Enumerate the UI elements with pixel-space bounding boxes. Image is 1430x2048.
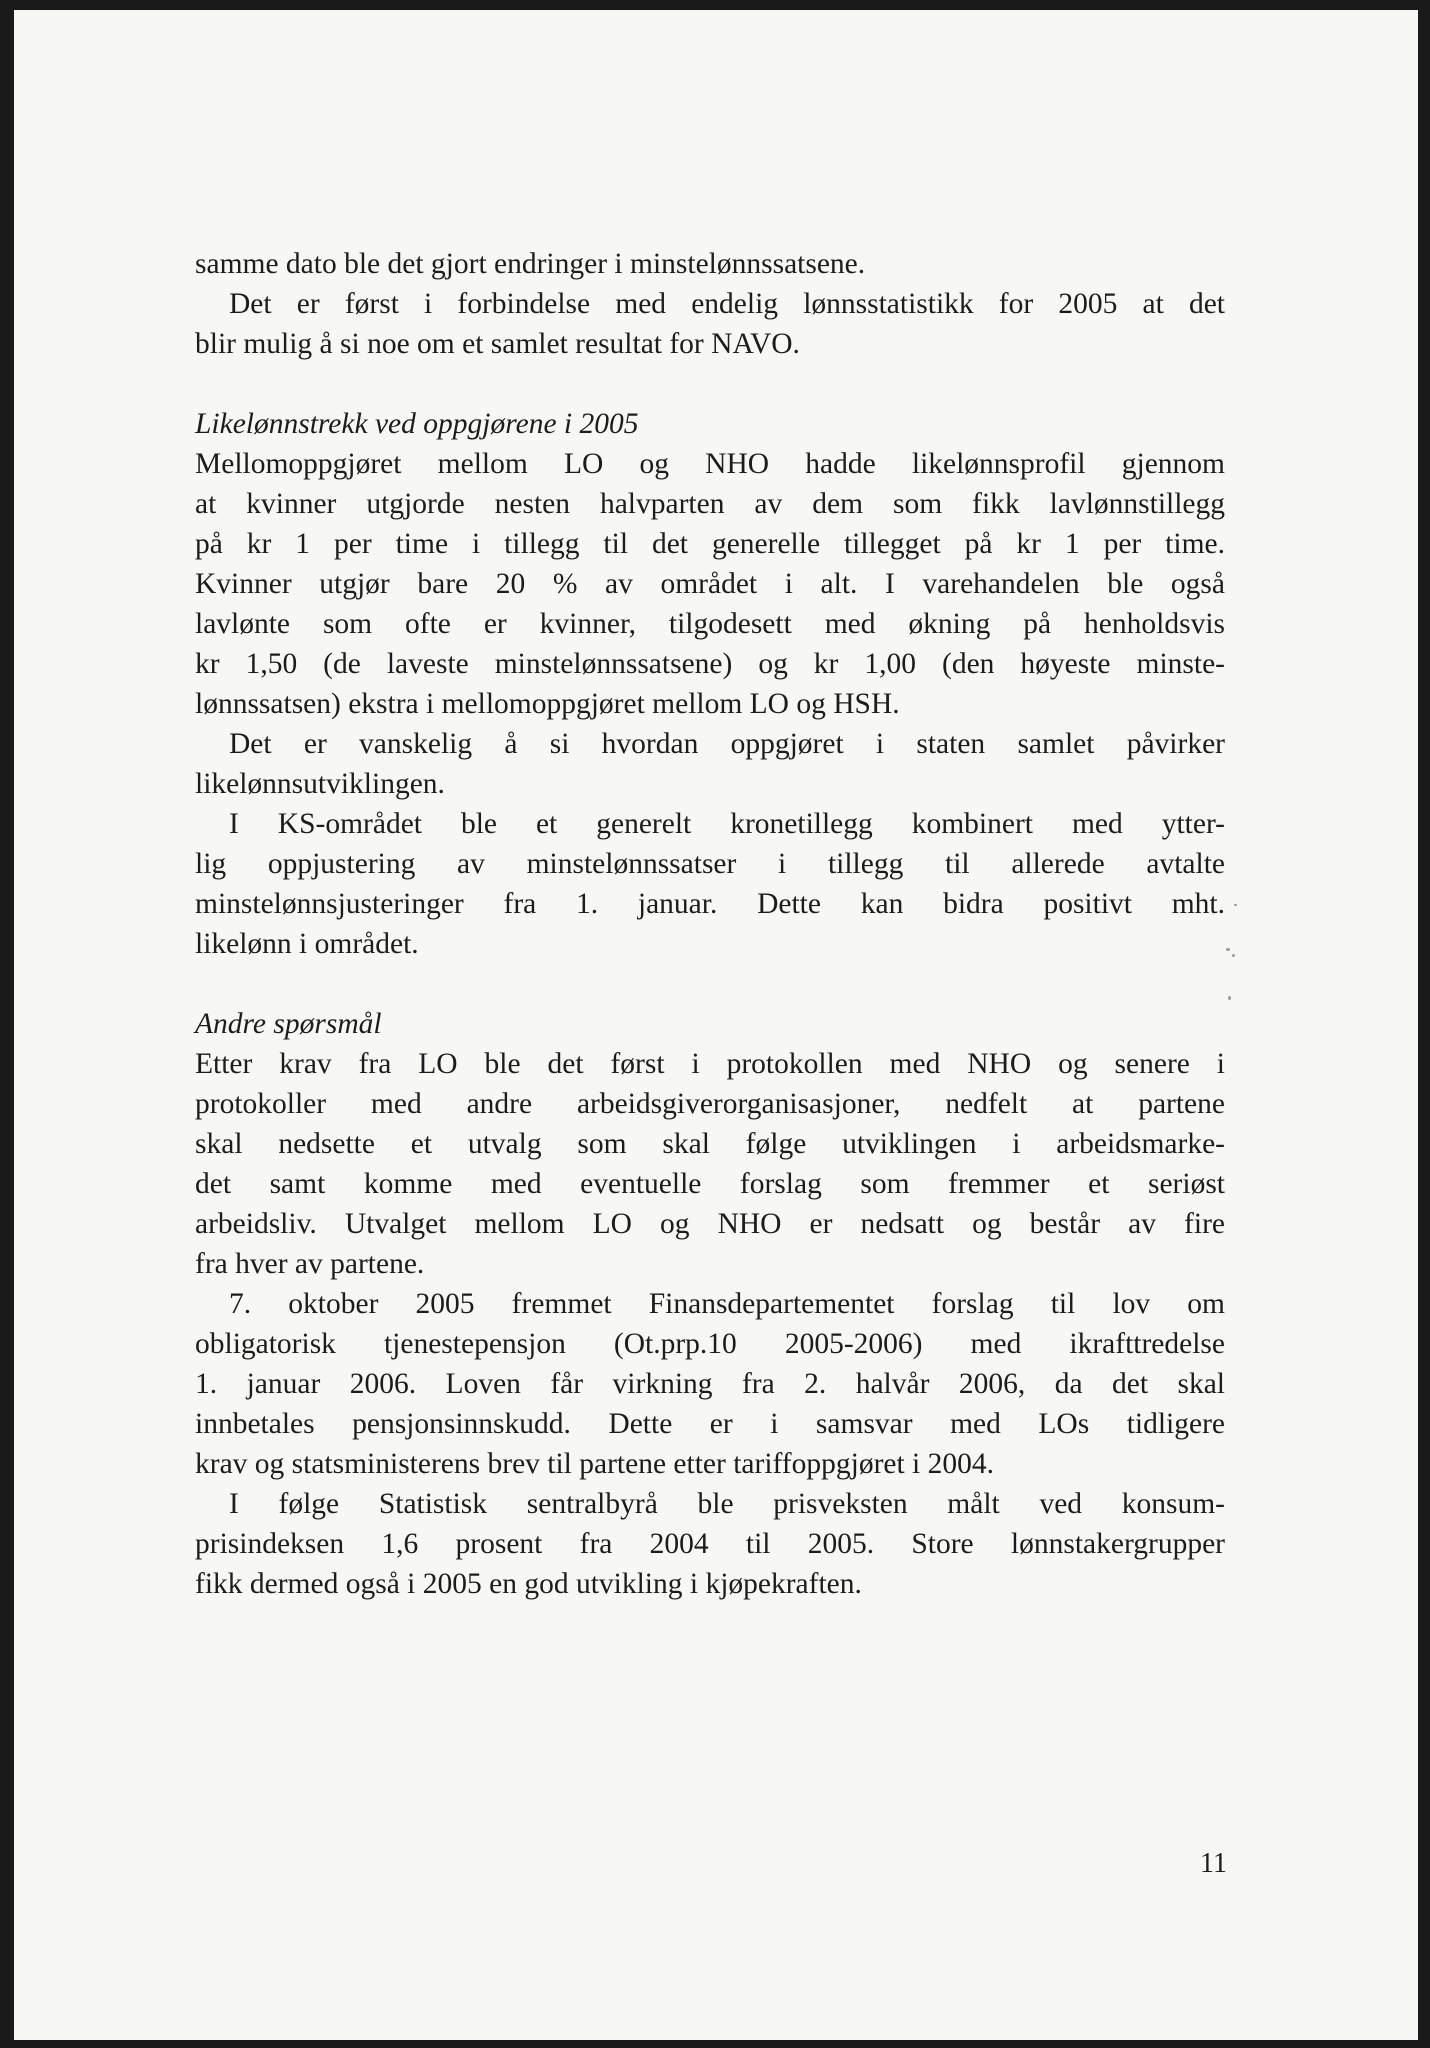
text-line: I følge Statistisk sentralbyrå ble prisveksten målt ved konsum- bbox=[229, 1488, 1225, 1520]
text-line: arbeidsliv. Utvalget mellom LO og NHO er nedsatt og består av fire bbox=[195, 1208, 1225, 1240]
text-line: skal nedsette et utvalg som skal følge utviklingen i arbeidsmarke- bbox=[195, 1128, 1225, 1160]
text-line: blir mulig å si noe om et samlet resultat for NAVO. bbox=[195, 328, 800, 360]
text-line: fra hver av partene. bbox=[195, 1248, 425, 1280]
text-line: likelønnsutviklingen. bbox=[195, 768, 445, 800]
text-line: protokoller med andre arbeidsgiverorganisasjoner, nedfelt at partene bbox=[195, 1088, 1225, 1120]
text-line: lavlønte som ofte er kvinner, tilgodesett med økning på henholdsvis bbox=[195, 608, 1225, 640]
text-line: prisindeksen 1,6 prosent fra 2004 til 2005. Store lønnstakergrupper bbox=[195, 1528, 1225, 1560]
section-heading: Andre spørsmål bbox=[195, 1008, 382, 1040]
body-text bbox=[195, 244, 1225, 1604]
text-line: på kr 1 per time i tillegg til det generelle tillegget på kr 1 per time. bbox=[195, 528, 1225, 560]
text-line: Det er vanskelig å si hvordan oppgjøret i staten samlet påvirker bbox=[229, 728, 1225, 760]
text-line: det samt komme med eventuelle forslag som fremmer et seriøst bbox=[195, 1168, 1225, 1200]
scan-speck bbox=[1232, 954, 1235, 957]
section-heading: Likelønnstrekk ved oppgjørene i 2005 bbox=[195, 408, 639, 440]
text-line: minstelønnsjusteringer fra 1. januar. Dette kan bidra positivt mht. bbox=[195, 888, 1225, 920]
scan-speck bbox=[1228, 996, 1231, 1000]
text-line: likelønn i området. bbox=[195, 928, 419, 960]
text-line: lig oppjustering av minstelønnssatser i tillegg til allerede avtalte bbox=[195, 848, 1225, 880]
text-line: innbetales pensjonsinnskudd. Dette er i samsvar med LOs tidligere bbox=[195, 1408, 1225, 1440]
text-line: 1. januar 2006. Loven får virkning fra 2. halvår 2006, da det skal bbox=[195, 1368, 1225, 1400]
text-line: Kvinner utgjør bare 20 % av området i alt. I varehandelen ble også bbox=[195, 568, 1225, 600]
text-line: krav og statsministerens brev til partene etter tariffoppgjøret i 2004. bbox=[195, 1448, 995, 1480]
text-line: 7. oktober 2005 fremmet Finansdepartementet forslag til lov om bbox=[229, 1288, 1225, 1320]
text-line: fikk dermed også i 2005 en god utvikling i kjøpekraften. bbox=[195, 1568, 862, 1600]
text-line: obligatorisk tjenestepensjon (Ot.prp.10 2005-2006) med ikrafttredelse bbox=[195, 1328, 1225, 1360]
scan-speck bbox=[1234, 904, 1237, 906]
text-line: samme dato ble det gjort endringer i minstelønnssatsene. bbox=[195, 248, 866, 280]
scan-speck bbox=[1226, 948, 1230, 951]
document-page bbox=[14, 10, 1418, 2040]
text-line: lønnssatsen) ekstra i mellomoppgjøret mellom LO og HSH. bbox=[195, 688, 900, 720]
text-line: kr 1,50 (de laveste minstelønnssatsene) og kr 1,00 (den høyeste minste- bbox=[195, 648, 1225, 680]
text-line: at kvinner utgjorde nesten halvparten av dem som fikk lavlønnstillegg bbox=[195, 488, 1225, 520]
text-line: I KS-området ble et generelt kronetillegg kombinert med ytter- bbox=[229, 808, 1225, 840]
text-line: Etter krav fra LO ble det først i protokollen med NHO og senere i bbox=[195, 1048, 1225, 1080]
page-number: 11 bbox=[1200, 1848, 1227, 1879]
text-line: Det er først i forbindelse med endelig lønnsstatistikk for 2005 at det bbox=[229, 288, 1225, 320]
text-line: Mellomoppgjøret mellom LO og NHO hadde likelønnsprofil gjennom bbox=[195, 448, 1225, 480]
